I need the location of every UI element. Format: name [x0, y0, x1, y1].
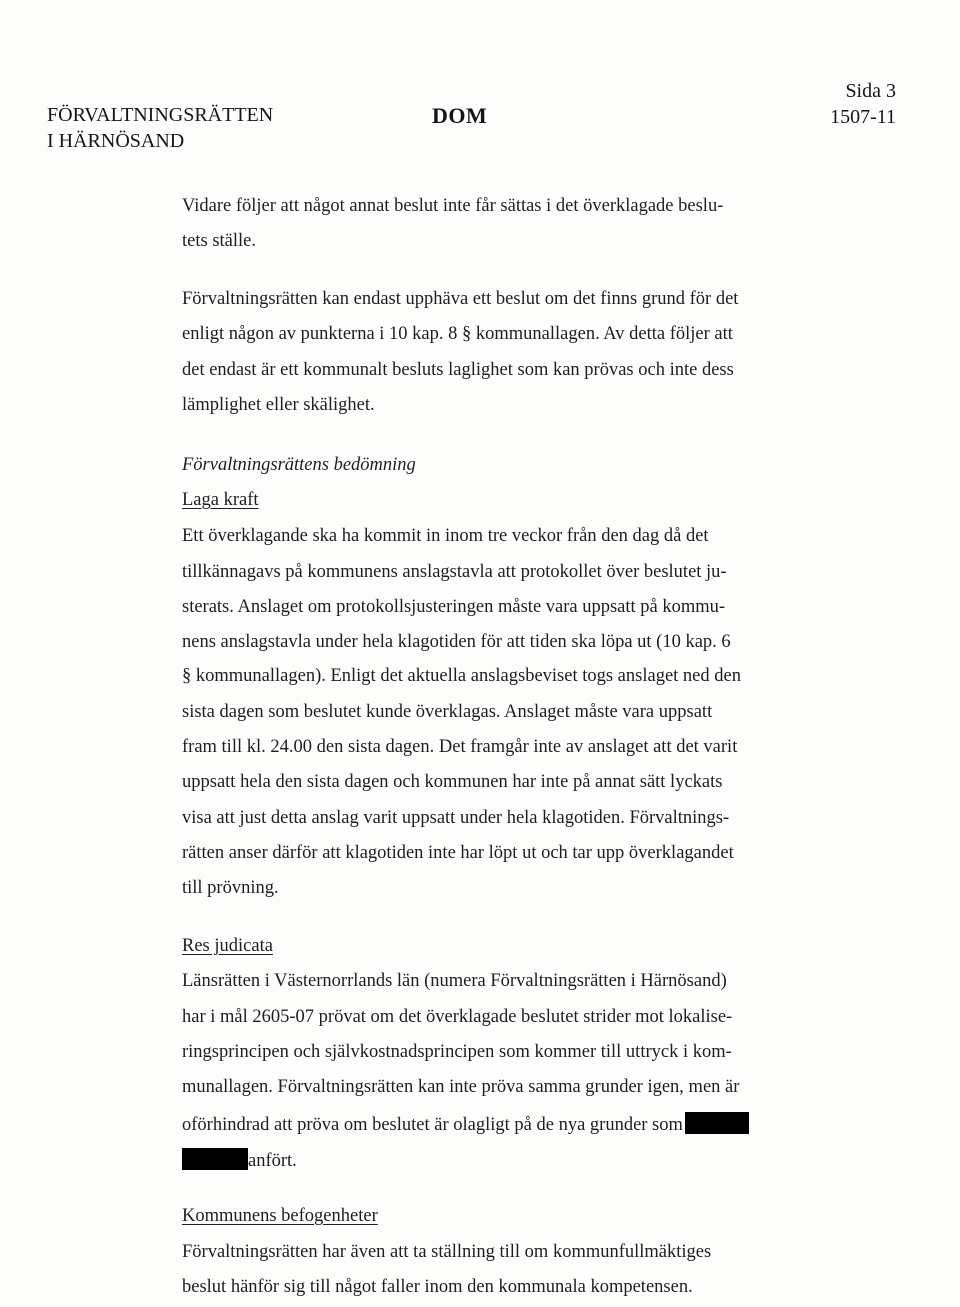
- laga-kraft-line-10: rätten anser därför att klagotiden inte har löpt ut och tar upp överklagandet: [182, 843, 734, 863]
- res-judicata-heading: Res judicata: [182, 936, 273, 956]
- res-judicata-line-5-text: oförhindrad att pröva om beslutet är olagligt på de nya grunder som: [182, 1115, 683, 1135]
- res-judicata-line-5: [182, 1112, 749, 1136]
- laga-kraft-line-2: tillkännagavs på kommunens anslagstavla att protokollet över beslutet ju-: [182, 562, 727, 582]
- redaction-block: [182, 1148, 248, 1170]
- paragraph-2-line-3: det endast är ett kommunalt besluts laglighet som kan prövas och inte dess: [182, 360, 734, 380]
- paragraph-2-line-1: Förvaltningsrätten kan endast upphäva ett beslut om det finns grund för det: [182, 289, 739, 309]
- befogenheter-line-1: Förvaltningsrätten har även att ta ställning till om kommunfullmäktiges: [182, 1242, 712, 1262]
- laga-kraft-line-5: § kommunallagen). Enligt det aktuella anslagsbeviset togs anslaget ned den: [182, 666, 741, 686]
- res-judicata-line-6-text: anfört.: [248, 1151, 297, 1171]
- laga-kraft-line-3: sterats. Anslaget om protokollsjusteringen måste vara uppsatt på kommu-: [182, 597, 726, 617]
- res-judicata-line-1: Länsrätten i Västernorrlands län (numera Förvaltningsrätten i Härnösand): [182, 971, 727, 991]
- laga-kraft-line-11: till prövning.: [182, 878, 279, 898]
- laga-kraft-line-4: nens anslagstavla under hela klagotiden för att tiden ska löpa ut (10 kap. 6: [182, 632, 731, 652]
- document-type: DOM: [432, 103, 488, 128]
- res-judicata-line-4: munallagen. Förvaltningsrätten kan inte pröva samma grunder igen, men är: [182, 1077, 740, 1097]
- court-name: [47, 102, 273, 154]
- befogenheter-line-2: beslut hänför sig till något faller inom den kommunala kompetensen.: [182, 1277, 693, 1297]
- paragraph-1-line-1: Vidare följer att något annat beslut inte får sättas i det överklagade beslu-: [182, 196, 724, 216]
- befogenheter-heading: Kommunens befogenheter: [182, 1206, 378, 1226]
- assessment-heading: Förvaltningsrättens bedömning: [182, 455, 416, 475]
- laga-kraft-line-6: sista dagen som beslutet kunde överklagas. Anslaget måste vara uppsatt: [182, 702, 713, 722]
- paragraph-2-line-2: enligt någon av punkterna i 10 kap. 8 § kommunallagen. Av detta följer att: [182, 324, 733, 344]
- laga-kraft-line-8: uppsatt hela den sista dagen och kommunen har inte på annat sätt lyckats: [182, 772, 723, 792]
- laga-kraft-line-1: Ett överklagande ska ha kommit in inom tre veckor från den dag då det: [182, 526, 709, 546]
- laga-kraft-line-9: visa att just detta anslag varit uppsatt under hela klagotiden. Förvaltnings-: [182, 808, 730, 828]
- case-number: 1507-11: [830, 106, 896, 128]
- res-judicata-line-2: har i mål 2605-07 prövat om det överklagade beslutet strider mot lokalise-: [182, 1007, 733, 1027]
- court-name-line2: I HÄRNÖSAND: [47, 130, 185, 152]
- court-name-line1: FÖRVALTNINGSRÄTTEN: [47, 104, 274, 126]
- res-judicata-line-3: ringsprincipen och självkostnadsprincipen som kommer till uttryck i kom-: [182, 1042, 732, 1062]
- laga-kraft-line-7: fram till kl. 24.00 den sista dagen. Det framgår inte av anslaget att det varit: [182, 737, 738, 757]
- paragraph-2-line-4: lämplighet eller skälighet.: [182, 395, 375, 415]
- page-number: Sida 3: [845, 80, 896, 102]
- page-info: [830, 78, 896, 130]
- paragraph-1-line-2: tets ställe.: [182, 231, 256, 251]
- redaction-block: [685, 1112, 749, 1134]
- res-judicata-line-6: [182, 1148, 297, 1172]
- laga-kraft-heading: Laga kraft: [182, 490, 259, 510]
